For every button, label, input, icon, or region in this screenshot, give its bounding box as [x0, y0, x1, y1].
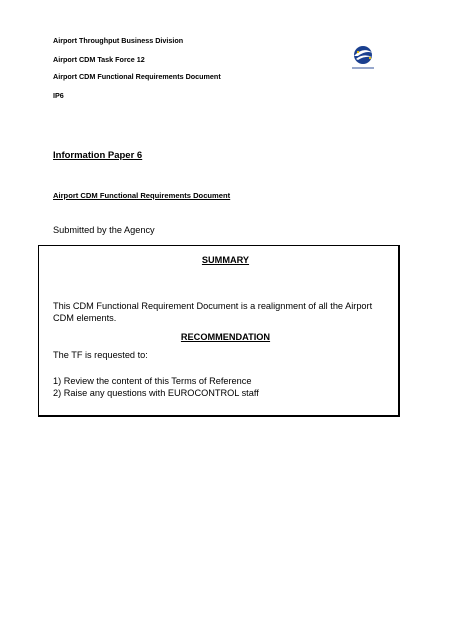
- summary-heading: SUMMARY: [201, 255, 250, 265]
- list-item: 1) Review the content of this Terms of Reference: [53, 376, 252, 386]
- list-item: 2) Raise any questions with EUROCONTROL staff: [53, 387, 259, 398]
- summary-box: [38, 245, 400, 417]
- recommendation-heading: RECOMMENDATION: [180, 332, 271, 342]
- submitted-by: Submitted by the Agency: [53, 225, 155, 235]
- header-document: Airport CDM Functional Requirements Document: [53, 72, 221, 81]
- header-division: Airport Throughput Business Division: [53, 36, 184, 45]
- document-subtitle: Airport CDM Functional Requirements Document: [53, 191, 231, 200]
- header-task-force: Airport CDM Task Force 12: [53, 55, 145, 64]
- recommendation-intro: The TF is requested to:: [53, 350, 148, 360]
- page-title: Information Paper 6: [53, 150, 143, 161]
- header-paper-id: IP6: [53, 91, 64, 100]
- eurocontrol-logo-icon: [348, 44, 378, 72]
- summary-text: This CDM Functional Requirement Document is a realignment of all the Airport CDM elements.: [53, 301, 373, 323]
- eurocontrol-logo: [348, 44, 378, 72]
- recommendation-list: [53, 376, 259, 399]
